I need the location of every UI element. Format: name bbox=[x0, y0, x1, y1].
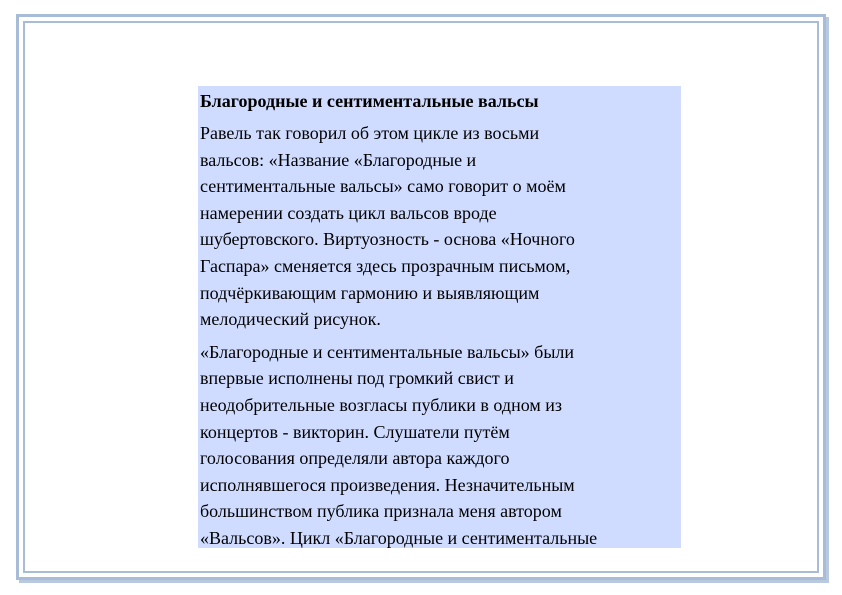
paragraph-2-line: концертов - викторин. Слушатели путём bbox=[200, 421, 510, 442]
paragraph-2-line: большинством публика признала меня автором bbox=[200, 501, 562, 522]
paragraph-1-line: намерении создать цикл вальсов вроде bbox=[200, 202, 497, 223]
paragraph-2-line: исполнявшегося произведения. Незначительным bbox=[200, 474, 575, 495]
paragraph-1-line: мелодический рисунок. bbox=[200, 309, 381, 330]
paragraph-1-line: Гаспара» сменяется здесь прозрачным письмом, bbox=[200, 255, 571, 276]
paragraph-1-line: вальсов: «Название «Благородные и bbox=[200, 149, 477, 170]
paragraph-2-line: неодобрительные возгласы публики в одном из bbox=[200, 394, 562, 415]
paragraph-1 bbox=[200, 120, 679, 333]
text-box bbox=[198, 86, 681, 548]
paragraph-2-line: «Благородные и сентиментальные вальсы» были bbox=[200, 341, 575, 362]
paragraph-1-line: подчёркивающим гармонию и выявляющим bbox=[200, 282, 540, 303]
paragraph-1-line: Равель так говорил об этом цикле из восьми bbox=[200, 123, 540, 143]
paragraph-1-line: шубертовского. Виртуозность - основа «Ночного bbox=[200, 229, 575, 250]
paragraph-2-line: впервые исполнены под громкий свист и bbox=[200, 368, 514, 389]
paragraph-2 bbox=[200, 339, 679, 548]
paragraph-2-line: голосования определяли автора каждого bbox=[200, 448, 510, 469]
paragraph-2-line: «Вальсов». Цикл «Благородные и сентиментальные bbox=[200, 527, 598, 548]
document-heading: Благородные и сентиментальные вальсы bbox=[200, 91, 539, 111]
paragraph-1-line: сентиментальные вальсы» само говорит о моём bbox=[200, 176, 566, 197]
